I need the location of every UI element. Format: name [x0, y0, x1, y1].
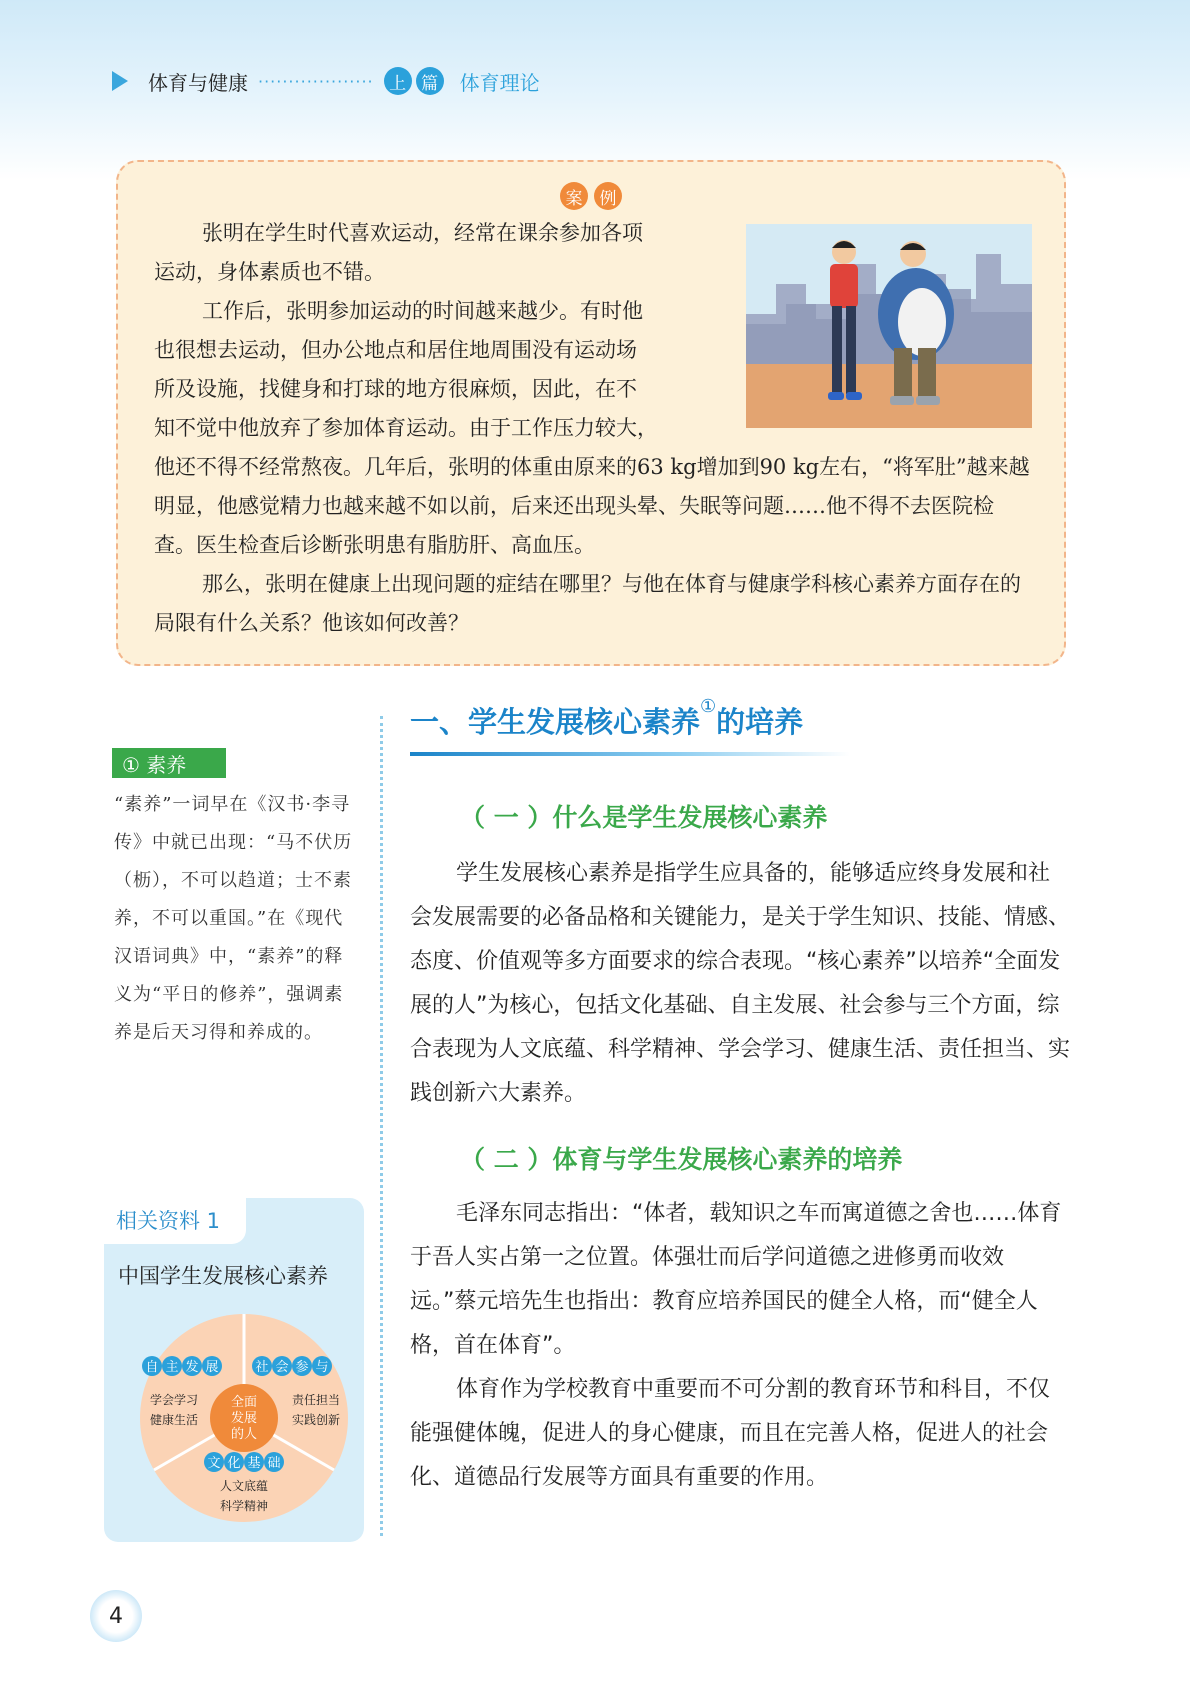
footnote-text: “素养”一词早在《汉书·李寻传》中就已出现：“马不伏历（枥），不可以趋道；士不素养，不可以重国。”在《现代汉语词典》中，“素养”的释义为“平日的修养”，强调素养是后天习得和养成的。 — [114, 794, 353, 1043]
case-line: 他还不得不经常熬夜。几年后，张明的体重由原来的63 kg增加到90 kg左右，“将军肚”越来越明显，他感觉精力也越来越不如以前，后来还出现头晕、失眠等问题……他不得不去医院检查。医生检查后诊断张明患有脂肪肝、高血压。 — [154, 455, 1030, 557]
svg-text:基: 基 — [247, 1456, 261, 1471]
svg-text:发: 发 — [185, 1360, 199, 1375]
part-badge-2: 篇 — [416, 67, 444, 95]
case-title-char: 案 — [560, 182, 588, 210]
footnote-marker: ① — [700, 696, 717, 717]
book-title: 体育与健康 — [148, 70, 248, 95]
body-paragraphs-1 — [410, 852, 1070, 1116]
part-badge-1: 上 — [384, 67, 412, 95]
item-responsibility: 责任担当 — [291, 1393, 341, 1407]
related-material-title: 中国学生发展核心素养 — [118, 1264, 328, 1288]
paragraph: 体育作为学校教育中重要而不可分割的教育环节和科目，不仅能强健体魄，促进人的身心健康，而且在完善人格，促进人的社会化、道德品行发展等方面具有重要的作用。 — [410, 1377, 1051, 1490]
svg-text:自: 自 — [145, 1360, 159, 1375]
case-line: 张明在学生时代喜欢运动，经常在课余参加各项 — [202, 221, 643, 245]
svg-text:主: 主 — [165, 1360, 179, 1375]
case-line: 工作后，张明参加运动的时间越来越少。有时他 — [202, 299, 643, 323]
leader-dots: ··················· — [258, 71, 374, 91]
page-number: 4 — [90, 1590, 142, 1642]
play-triangle-icon — [112, 71, 128, 91]
svg-text:文: 文 — [207, 1456, 221, 1471]
center-label-1: 全面 — [230, 1395, 258, 1410]
section-heading — [410, 696, 804, 741]
svg-text:化: 化 — [227, 1456, 241, 1471]
item-healthy-life: 健康生活 — [149, 1413, 199, 1427]
running-header — [112, 66, 540, 96]
item-learn-to-learn: 学会学习 — [149, 1393, 199, 1407]
case-line: 所及设施，找健身和打球的地方很麻烦，因此，在不 — [154, 377, 637, 401]
svg-text:会: 会 — [275, 1360, 289, 1375]
case-line: 知不觉中他放弃了参加体育运动。由于工作压力较大， — [154, 416, 658, 440]
case-line: 那么，张明在健康上出现问题的症结在哪里？与他在体育与健康学科核心素养方面存在的局限有什么关系？他该如何改善？ — [154, 572, 1021, 635]
case-title-char: 例 — [594, 182, 622, 210]
item-innovation: 实践创新 — [291, 1413, 341, 1427]
svg-text:与: 与 — [315, 1360, 329, 1375]
svg-text:展: 展 — [205, 1360, 219, 1375]
column-divider — [380, 716, 383, 1536]
case-title — [560, 182, 622, 210]
center-label-3: 的人 — [230, 1427, 258, 1442]
subheading-1: （ 一 ）什么是学生发展核心素养 — [460, 803, 828, 832]
section-heading-tail: 的培养 — [716, 705, 804, 739]
footnote-label: ① 素养 — [112, 748, 226, 778]
svg-text:参: 参 — [295, 1360, 309, 1375]
core-literacy-diagram — [126, 1300, 362, 1536]
paragraph: 毛泽东同志指出：“体者，载知识之车而寓道德之舍也……体育于吾人实占第一之位置。体强壮而后学问道德之进修勇而收效远。”蔡元培先生也指出：教育应培养国民的健全人格，而“健全人格，首在体育”。 — [410, 1201, 1062, 1358]
svg-text:社: 社 — [255, 1360, 269, 1375]
section-heading-text: 一、学生发展核心素养 — [410, 705, 701, 739]
svg-text:础: 础 — [267, 1456, 281, 1471]
center-label-2: 发展 — [230, 1411, 258, 1426]
item-humanities: 人文底蕴 — [219, 1479, 269, 1493]
case-illustration — [746, 224, 1032, 428]
paragraph: 学生发展核心素养是指学生应具备的，能够适应终身发展和社会发展需要的必备品格和关键能力，是关于学生知识、技能、情感、态度、价值观等多方面要求的综合表现。“核心素养”以培养“全面发展的人”为核心，包括文化基础、自主发展、社会参与三个方面，综合表现为人文底蕴、科学精神、学会学习、健康生活、责任担当、实践创新六大素养。 — [410, 861, 1071, 1106]
case-line: 也很想去运动，但办公地点和居住地周围没有运动场 — [154, 338, 637, 362]
section-title: 体育理论 — [459, 70, 540, 95]
item-science-spirit: 科学精神 — [219, 1499, 269, 1513]
subheading-2: （ 二 ）体育与学生发展核心素养的培养 — [460, 1145, 903, 1174]
body-paragraphs-2 — [410, 1192, 1070, 1500]
related-material-label: 相关资料 1 — [116, 1209, 221, 1233]
case-line: 运动，身体素质也不错。 — [154, 260, 385, 284]
heading-underline — [410, 752, 850, 756]
